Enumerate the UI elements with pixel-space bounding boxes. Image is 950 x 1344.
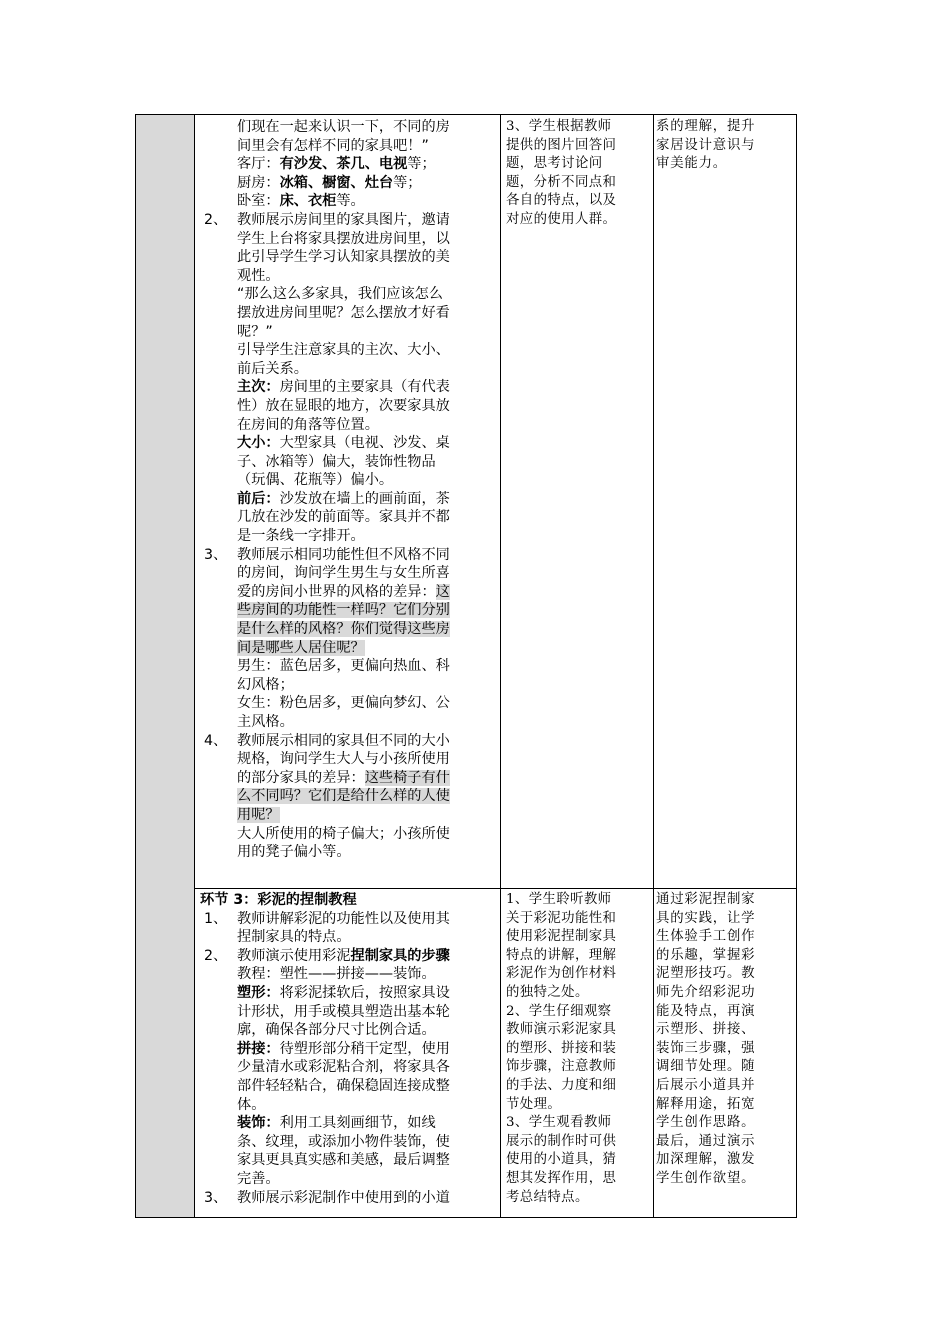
text-line: 们现在一起来认识一下，不同的房 — [237, 119, 450, 135]
text-line: 主风格。 — [237, 714, 294, 730]
zhuci-line: 主次：房间里的主要家具（有代表 — [237, 379, 450, 396]
text-line: 加深理解，激发 — [656, 1152, 756, 1168]
room-kitchen: 厨房：冰箱、橱窗、灶台等； — [237, 174, 422, 191]
text-line: 捏制家具的特点。 — [237, 929, 351, 946]
text-line: 男生：蓝色居多，更偏向热血、科 — [237, 658, 450, 675]
text-line: 最后，通过演示 — [656, 1133, 756, 1149]
text-line: 装饰三步骤，强 — [656, 1040, 756, 1056]
text-line: 家具更具真实感和美感，最后调整 — [237, 1152, 450, 1169]
text-line: 么不同吗？它们是给什么样的人使 — [237, 788, 450, 805]
row-divider — [195, 888, 796, 889]
text-line: 考总结特点。 — [506, 1189, 589, 1205]
section-title: 环节 3：彩泥的捏制教程 — [200, 892, 357, 908]
design-intent-cell-2 — [656, 891, 791, 1189]
text-line: 此引导学生学习认知家具摆放的美 — [237, 249, 450, 266]
text-line: 少量清水或彩泥粘合剂，将家具各 — [237, 1059, 450, 1076]
text-line: 能及特点，再演 — [656, 1003, 756, 1019]
text-line: 学生创作欲望。 — [656, 1170, 756, 1186]
text-line: 性）放在显眼的地方，次要家具放 — [237, 397, 450, 414]
qianhou-line: 前后：沙发放在墙上的画前面，茶 — [237, 490, 450, 507]
text-line: 在房间的角落等位置。 — [237, 416, 379, 433]
text-line: 解释用途，拓宽 — [656, 1096, 756, 1112]
step-2: 2、 教师展示房间里的家具图片，邀请 — [204, 211, 450, 228]
step-4: 4、 教师展示相同的家具但不同的大小 — [204, 732, 450, 749]
text-line: 生体验手工创作 — [656, 929, 756, 945]
text-line: 泥塑形技巧。教 — [656, 966, 756, 982]
step-1: 1、 教师讲解彩泥的功能性以及使用其 — [204, 910, 450, 927]
text-line: 间里会有怎样不同的家具吧！” — [237, 137, 429, 154]
text-line: 3、学生根据教师 — [506, 119, 612, 134]
text-line: 后展示小道具并 — [656, 1077, 756, 1093]
text-line: 各自的特点，以及 — [506, 193, 617, 209]
text-line: 的手法、力度和细 — [506, 1077, 617, 1093]
text-line: 特点的讲解，理解 — [506, 947, 617, 963]
text-line: 大人所使用的椅子偏大；小孩所使 — [237, 825, 450, 842]
text-line: 廓，确保各部分尺寸比例合适。 — [237, 1022, 436, 1039]
text-line: 彩泥作为创作材料 — [506, 966, 617, 982]
text-line: 部件轻轻粘合，确保稳固连接成整 — [237, 1077, 450, 1094]
text-line: 体。 — [237, 1096, 266, 1113]
text-line: 调细节处理。随 — [656, 1059, 756, 1075]
text-line: 审美能力。 — [656, 156, 727, 172]
text-line: 用的凳子偏小等。 — [237, 844, 351, 861]
text-line: 规格，询问学生大人与小孩所使用 — [237, 751, 450, 768]
text-line: 子、冰箱等）偏大，装饰性物品 — [237, 453, 436, 470]
student-activity-cell-1 — [506, 118, 648, 230]
text-line: 几放在沙发的前面等。家具并不都 — [237, 509, 450, 526]
text-line: 提供的图片回答问 — [506, 137, 617, 153]
text-line: 学生上台将家具摆放进房间里，以 — [237, 230, 450, 247]
text-line: 节处理。 — [506, 1096, 562, 1112]
text-line: 的部分家具的差异：这些椅子有什 — [237, 769, 450, 786]
teacher-activity-cell-1 — [200, 118, 500, 862]
text-line: 计形状，用手或模具塑造出基本轮 — [237, 1003, 450, 1020]
text-line: 1、学生聆听教师 — [506, 892, 612, 907]
text-line: 系的理解，提升 — [656, 119, 756, 134]
text-line: 呢？” — [237, 323, 273, 340]
text-line: 教师演示彩泥家具 — [506, 1022, 617, 1038]
step-2: 2、 教师演示使用彩泥捏制家具的步骤 — [204, 947, 450, 964]
text-line: 观性。 — [237, 267, 280, 284]
text-line: 爱的房间小世界的风格的差异：这 — [237, 583, 450, 600]
text-line: 摆放进房间里呢？怎么摆放才好看 — [237, 304, 450, 321]
text-line: 通过彩泥捏制家 — [656, 892, 756, 907]
text-line: 条、纹理，或添加小物件装饰，使 — [237, 1133, 450, 1150]
text-line: 用呢？ — [237, 806, 280, 823]
text-line: 是什么样的风格？你们觉得这些房 — [237, 621, 450, 638]
text-line: 间是哪些人居住呢？ — [237, 639, 365, 656]
student-activity-cell-2 — [506, 891, 648, 1207]
text-line: 教程：塑性——拼接——装饰。 — [237, 966, 436, 983]
text-line: 关于彩泥功能性和 — [506, 910, 617, 926]
text-line: 些房间的功能性一样吗？它们分别 — [237, 602, 450, 619]
text-line: 饰步骤，注意教师 — [506, 1059, 617, 1075]
text-line: 师先介绍彩泥功 — [656, 984, 756, 1000]
text-line: 家居设计意识与 — [656, 137, 756, 153]
teacher-activity-cell-2 — [200, 891, 500, 1207]
text-line: 的独特之处。 — [506, 984, 589, 1000]
pinjie-line: 拼接：待塑形部分稍干定型，使用 — [237, 1040, 450, 1057]
text-line: 题，分析不同点和 — [506, 174, 617, 190]
text-line: 的房间，询问学生男生与女生所喜 — [237, 565, 450, 582]
text-line: 前后关系。 — [237, 360, 308, 377]
text-line: 是一条线一字排开。 — [237, 528, 365, 545]
text-line: 对应的使用人群。 — [506, 211, 617, 227]
column-divider — [500, 115, 501, 1217]
text-line: 的乐趣，掌握彩 — [656, 947, 756, 963]
daxiao-line: 大小：大型家具（电视、沙发、桌 — [237, 435, 450, 452]
column-divider — [653, 115, 654, 1217]
text-line: 展示的制作时可供 — [506, 1133, 617, 1149]
suxing-line: 塑形：将彩泥揉软后，按照家具设 — [237, 984, 450, 1001]
text-line: 学生创作思路。 — [656, 1115, 756, 1131]
text-line: 引导学生注意家具的主次、大小、 — [237, 342, 450, 359]
design-intent-cell-1 — [656, 118, 791, 174]
room-bedroom: 卧室：床、衣柜等。 — [237, 193, 365, 210]
text-line: 使用的小道具，猜 — [506, 1152, 617, 1168]
text-line: 具的实践，让学 — [656, 910, 756, 926]
text-line: 示塑形、拼接、 — [656, 1022, 756, 1038]
step-3: 3、 教师展示彩泥制作中使用到的小道 — [204, 1189, 450, 1206]
room-livingroom: 客厅：有沙发、茶几、电视等； — [237, 156, 436, 173]
text-line: 2、学生仔细观察 — [506, 1003, 612, 1019]
step-3: 3、 教师展示相同功能性但不风格不同 — [204, 546, 450, 563]
text-line: “那么这么多家具，我们应该怎么 — [237, 286, 443, 303]
text-line: 女生：粉色居多，更偏向梦幻、公 — [237, 695, 450, 712]
zhuangshi-line: 装饰：利用工具刻画细节，如线 — [237, 1115, 436, 1132]
text-line: 完善。 — [237, 1170, 280, 1187]
text-line: 题，思考讨论问 — [506, 156, 603, 172]
text-line: 想其发挥作用，思 — [506, 1170, 617, 1186]
text-line: 3、学生观看教师 — [506, 1115, 612, 1131]
lesson-plan-table — [135, 114, 797, 1218]
text-line: 使用彩泥捏制家具 — [506, 929, 617, 945]
text-line: （玩偶、花瓶等）偏小。 — [237, 472, 394, 489]
stage-column — [136, 115, 195, 1217]
text-line: 的塑形、拼接和装 — [506, 1040, 617, 1056]
text-line: 幻风格； — [237, 676, 294, 693]
